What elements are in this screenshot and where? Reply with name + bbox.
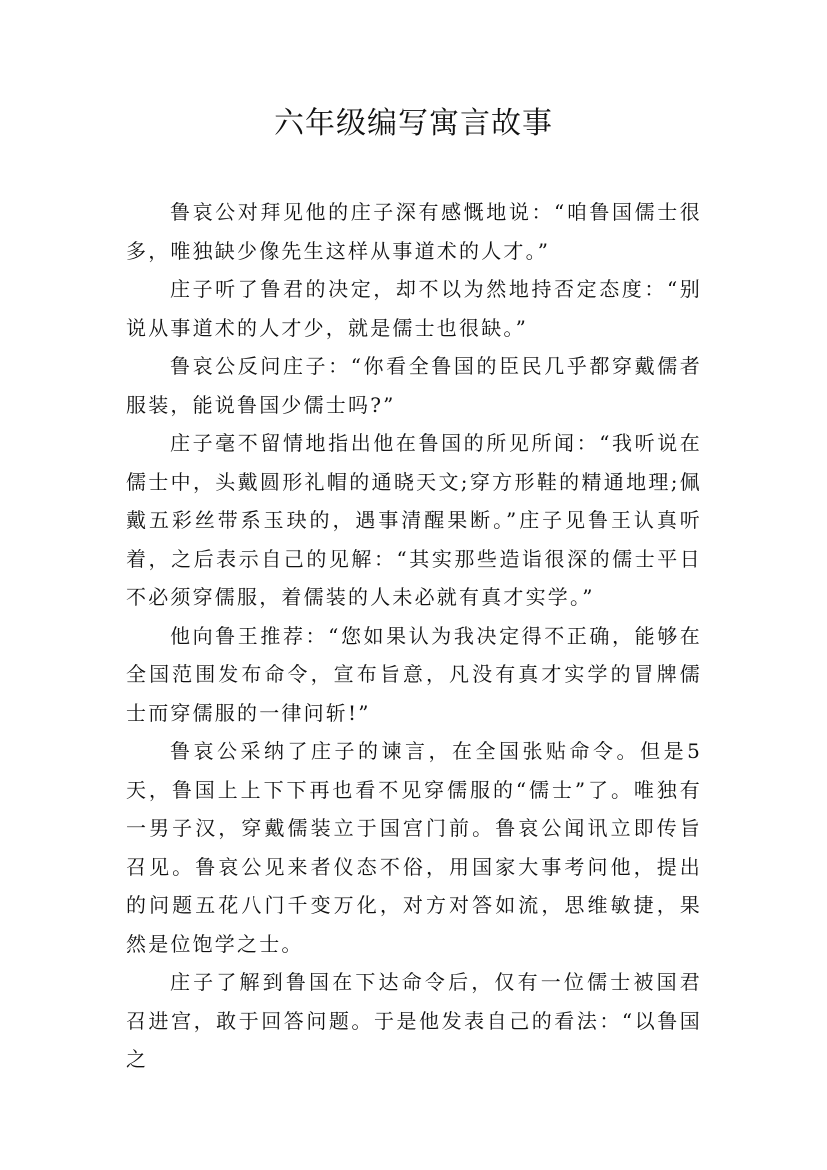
paragraph: 鲁哀公反问庄子：“你看全鲁国的臣民几乎都穿戴儒者服装，能说鲁国少儒士吗?”	[126, 354, 702, 417]
paragraph: 鲁哀公采纳了庄子的谏言，在全国张贴命令。但是5天，鲁国上上下下再也看不见穿儒服的“儒士”了。唯独有一男子汉，穿戴儒装立于国宫门前。鲁哀公闻讯立即传旨召见。鲁哀公见来者仪态不俗，用国家大事考问他，提出的问题五花八门千变万化，对方对答如流，思维敏捷，果然是位饱学之士。	[126, 739, 702, 956]
paragraph: 他向鲁王推荐：“您如果认为我决定得不正确，能够在全国范围发布命令，宣布旨意，凡没有真才实学的冒牌儒士而穿儒服的一律问斩!”	[126, 623, 702, 725]
document-body	[126, 193, 702, 1079]
paragraph: 庄子毫不留情地指出他在鲁国的所见所闻：“我听说在儒士中，头戴圆形礼帽的通晓天文;穿方形鞋的精通地理;佩戴五彩丝带系玉玦的，遇事清醒果断。”庄子见鲁王认真听着，之后表示自己的见解：“其实那些造诣很深的儒士平日不必须穿儒服，着儒装的人未必就有真才实学。”	[126, 431, 702, 609]
paragraph: 鲁哀公对拜见他的庄子深有感慨地说：“咱鲁国儒士很多，唯独缺少像先生这样从事道术的人才。”	[126, 200, 702, 263]
paragraph: 庄子了解到鲁国在下达命令后，仅有一位儒士被国君召进宫，敢于回答问题。于是他发表自己的看法：“以鲁国之	[126, 970, 702, 1071]
paragraph: 庄子听了鲁君的决定，却不以为然地持否定态度：“别说从事道术的人才少，就是儒士也很缺。”	[126, 277, 702, 340]
document-title: 六年级编写寓言故事	[274, 106, 553, 141]
